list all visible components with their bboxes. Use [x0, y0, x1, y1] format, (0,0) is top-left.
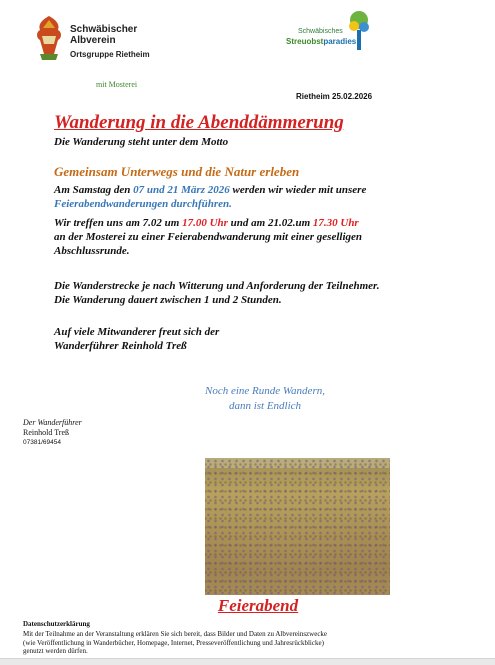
logo-right-line1: Schwäbisches — [298, 28, 343, 35]
privacy-text — [23, 630, 473, 656]
paragraph-route — [54, 279, 379, 307]
signature-name: Reinhold Treß — [23, 428, 70, 437]
text-run: werden wir wieder mit unsere — [229, 184, 367, 196]
albverein-logo — [30, 14, 150, 90]
logo-name-line2: Albverein — [70, 35, 116, 46]
streuobstparadies-logo — [286, 10, 386, 60]
signature-phone: 07381/69454 — [23, 439, 61, 446]
paragraph-dates — [54, 183, 366, 211]
motto-intro: Die Wanderung steht unter dem Motto — [54, 136, 229, 148]
photo-flowers — [205, 458, 390, 595]
paragraph-meeting — [54, 216, 362, 258]
logo-right-line2 — [286, 37, 356, 46]
paragraph-route-line1: Die Wanderstrecke je nach Witterung und Anforderung der Teilnehmer. — [54, 280, 380, 292]
logo-tagline: mit Mosterei — [96, 80, 138, 89]
signature-block — [23, 418, 82, 448]
quote — [200, 384, 330, 414]
highlight-time2: 17.30 Uhr — [312, 217, 359, 229]
privacy-line2: (wie Veröffentlichung in Wanderbücher, Homepage, Internet, Presseveröffentlichung und Jahresrückblicke) — [23, 638, 324, 647]
logo-name — [70, 24, 137, 46]
text-run: und am 21.02.um — [227, 217, 313, 229]
document-title: Wanderung in die Abenddämmerung — [54, 112, 344, 133]
quote-line1: Noch eine Runde Wandern, — [205, 385, 325, 397]
paragraph-meeting-line3: Abschlussrunde. — [54, 245, 130, 257]
photo-caption: Feierabend — [217, 596, 299, 615]
albverein-emblem-icon — [34, 14, 64, 62]
text-run: Am Samstag den — [54, 184, 134, 196]
logo-right-word2: paradies — [323, 37, 357, 46]
paragraph-dates-line2: Feierabendwanderungen durchführen. — [54, 198, 232, 210]
logo-group: Ortsgruppe Rietheim — [70, 50, 150, 59]
logo-right-word1: Streuobst — [286, 37, 324, 46]
quote-line2: dann ist Endlich — [228, 400, 302, 412]
privacy-line1: Mit der Teilnahme an der Veranstaltung erklären Sie sich bereit, dass Bilder und Daten zu Albvereinszwecke — [23, 630, 328, 638]
paragraph-invitation-line1: Auf viele Mitwanderer freut sich der — [54, 326, 220, 338]
privacy-line3: genutzt werden dürfen. — [23, 647, 88, 655]
paragraph-invitation-line2: Wanderführer Reinhold Treß — [54, 340, 187, 352]
document-date: Rietheim 25.02.2026 — [296, 92, 373, 101]
paragraph-invitation — [54, 325, 219, 353]
highlight-dates: 07 und 21 März 2026 — [133, 184, 230, 196]
paragraph-route-line2: Die Wanderung dauert zwischen 1 und 2 Stunden. — [54, 294, 282, 306]
paragraph-meeting-line1 — [54, 216, 362, 230]
paragraph-meeting-line2: an der Mosterei zu einer Feierabendwanderung mit einer geselligen — [54, 231, 363, 243]
motto: Gemeinsam Unterwegs und die Natur erleben — [54, 164, 300, 179]
signature-role: Der Wanderführer — [23, 418, 82, 427]
paragraph-dates-line1 — [54, 183, 366, 197]
meadow-photo — [205, 458, 390, 595]
privacy-heading: Datenschutzerklärung — [23, 620, 90, 628]
highlight-time1: 17.00 Uhr — [182, 217, 228, 229]
logo-name-line1: Schwäbischer — [70, 24, 138, 35]
text-run: Wir treffen uns am 7.02 um — [54, 217, 183, 229]
